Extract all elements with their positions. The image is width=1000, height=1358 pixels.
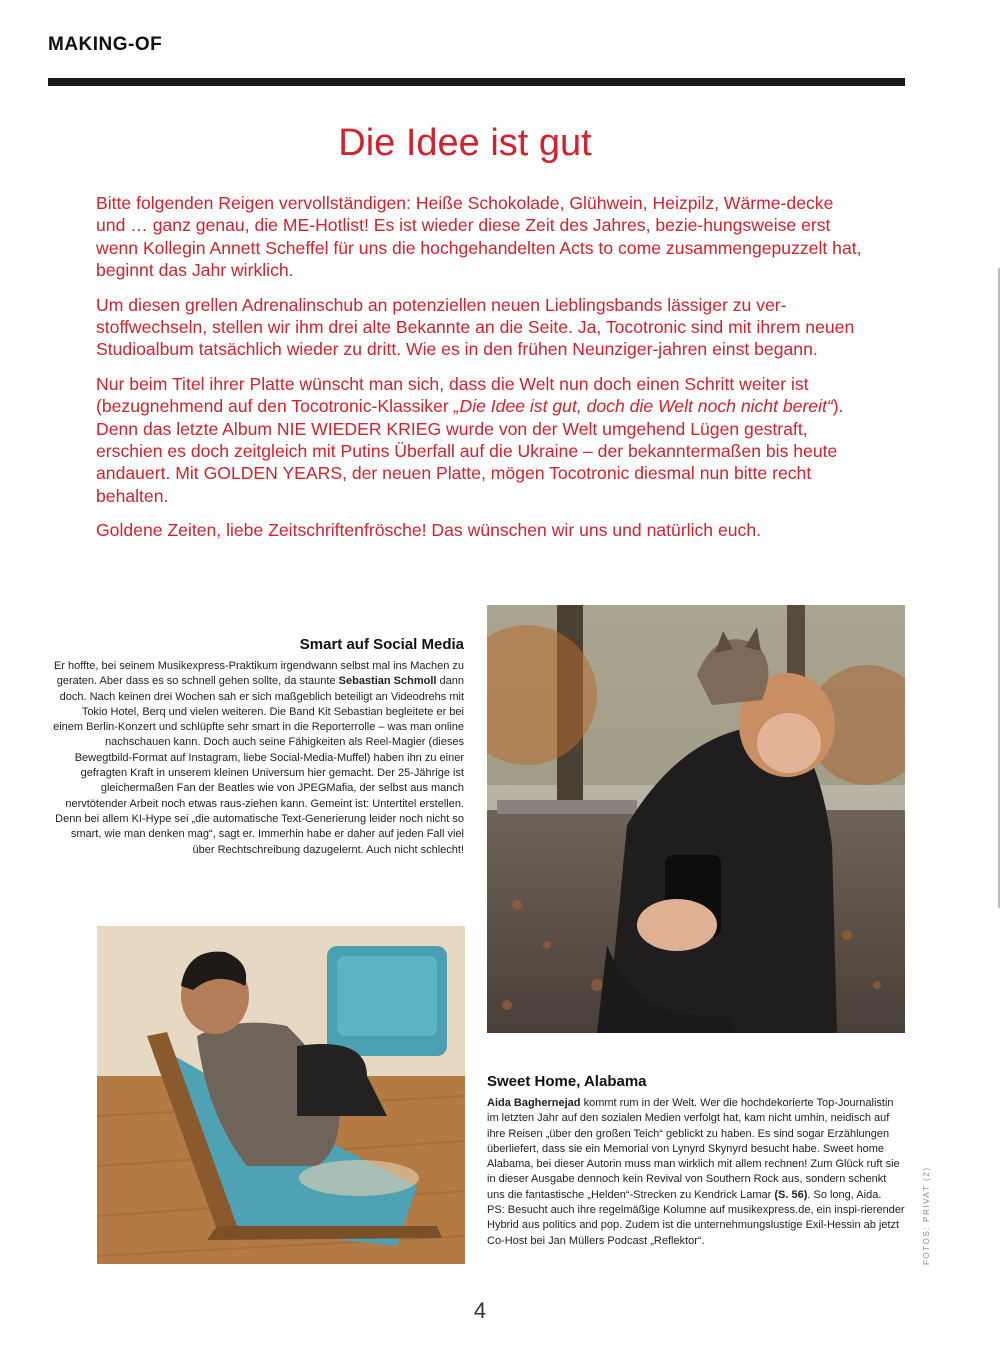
article-right-text-2: . So long, Aida. <box>807 1188 882 1201</box>
headline: Die Idee ist gut <box>338 122 592 164</box>
article-right-body <box>487 1096 905 1249</box>
photo-woman-in-chair-illustration <box>97 926 465 1264</box>
page-number: 4 <box>473 1298 487 1323</box>
photo-man-with-cat <box>487 605 905 1033</box>
album-quote: „Die Idee ist gut, doch die Welt noch nicht bereit“ <box>453 396 833 417</box>
article-left-heading: Smart auf Social Media <box>299 636 464 653</box>
intro-paragraph-4: Goldene Zeiten, liebe Zeitschriftenfrösche! Das wünschen wir uns und natürlich euch. <box>96 520 762 541</box>
intro-paragraph-1: Bitte folgenden Reigen vervollständigen: Heiße Schokolade, Glühwein, Heizpilz, Wärme-decke und … ganz genau, die ME-Hotlist! Es ist wieder diese Zeit des Jahres, bezie-hungsweise erst wenn Kollegin Annett Scheffel für uns die hochgehandelten Acts to come zusammengepuzzelt hat, beginnt das Jahr wirklich. <box>96 193 862 281</box>
intro-paragraph-3 <box>96 373 864 507</box>
page-reference: (S. 56) <box>774 1188 808 1201</box>
article-left-text-1: Er hoffte, bei seinem Musikexpress-Praktikum irgendwann selbst mal ins Machen zu geraten. Aber dass es so schnell gehen sollte, da staunte <box>53 660 464 688</box>
section-label: MAKING-OF <box>48 34 163 55</box>
intro-text <box>96 192 864 554</box>
photo-woman-in-chair <box>97 926 465 1264</box>
article-left-text-2: dann doch. Nach keinen drei Wochen sah er sich maßgeblich beteiligt an Videodrehs mit Tokio Hotel, Berq und vielen weiteren. Die Band Kit Sebastian begleitete er bei einem Berlin-Konzert und schlüpfte sehr smart in die Reporterrolle – was man online nachschauen kann. Doch auch seine Fähigkeiten als Reel-Magier (dieses Bewegtbild-Format auf Instagram, liebe Social-Media-Muffel) haben ihn zu einer gefragten Kraft in unserem kleinen Universum hier gemacht. Der 25-Jährige ist gleichermaßen Fan der Beatles wie von JPEGMafia, der selbst aus manch nervtötender Arbeit noch etwas raus-ziehen kann. Gemeint ist: Untertitel erstellen. Denn bei allem KI-Hype sei „die automatische Text-Generierung leider noch nicht so smart, wie man denken mag“, sagt er. Immerhin habe er daher auf jeden Fall viel über Rechtschreibung dazugelernt. Auch nicht schlecht! <box>53 675 464 856</box>
photo-credit: FOTOS: PRIVAT (2) <box>922 1166 931 1265</box>
author-name-sebastian: Sebastian Schmoll <box>338 675 437 688</box>
article-left-body <box>50 659 464 858</box>
article-right-text-1: kommt rum in der Welt. Wer die hochdekorierte Top-Journalistin im letzten Jahr auf den sozialen Medien verfolgt hat, kam nicht umhin, neidisch auf ihre Reisen „über den großen Teich“ geblickt zu haben. Es sind sogar Erzählungen überliefert, dass sie ein Memorial von Lynyrd Skynyrd besucht habe. Sweet home Alabama, bei dieser Autorin muss man wirklich mit allem rechnen! Zum Glück ruft sie in dieser Ausgabe dennoch kein Revival von Southern Rock aus, sondern schenkt uns die fantastische „Helden“-Strecken zu Kendrick Lamar <box>487 1097 900 1201</box>
author-name-aida: Aida Baghernejad <box>487 1097 581 1109</box>
header-rule <box>48 78 905 86</box>
article-right-heading: Sweet Home, Alabama <box>487 1073 647 1090</box>
article-left <box>50 636 464 858</box>
article-right-ps: PS: Besucht auch ihre regelmäßige Kolumne auf musikexpress.de, ein inspi-rierender Hybrid aus politics and pop. Zudem ist die unternehmungslustige Exil-Hessin ab jetzt Co-Host bei Jan Müllers Podcast „Reflektor“. <box>487 1204 905 1247</box>
intro-p3-text-a: Nur beim Titel ihrer Platte wünscht man sich, dass die Welt nun doch einen Schritt weiter ist (bezugnehmend auf den Tocotronic-Klassiker <box>96 373 809 417</box>
photo-man-with-cat-illustration <box>487 605 905 1033</box>
intro-paragraph-2: Um diesen grellen Adrenalinschub an potenziellen neuen Lieblingsbands lässiger zu ver-stoffwechseln, stellen wir ihm drei alte Bekannte an die Seite. Ja, Tocotronic sind mit ihrem neuen Studioalbum tatsächlich wieder zu dritt. Wie es in den frühen Neunziger-jahren einst begann. <box>96 294 855 360</box>
article-right <box>487 1073 905 1249</box>
intro-p3-text-b: ). Denn das letzte Album NIE WIEDER KRIEG wurde von der Welt umgehend Lügen gestraft, erschien es doch zeitgleich mit Putins Überfall auf die Ukraine – der bekanntermaßen bis heute andauert. Mit GOLDEN YEARS, der neuen Platte, mögen Tocotronic diesmal nun bitte recht behalten. <box>96 396 844 506</box>
